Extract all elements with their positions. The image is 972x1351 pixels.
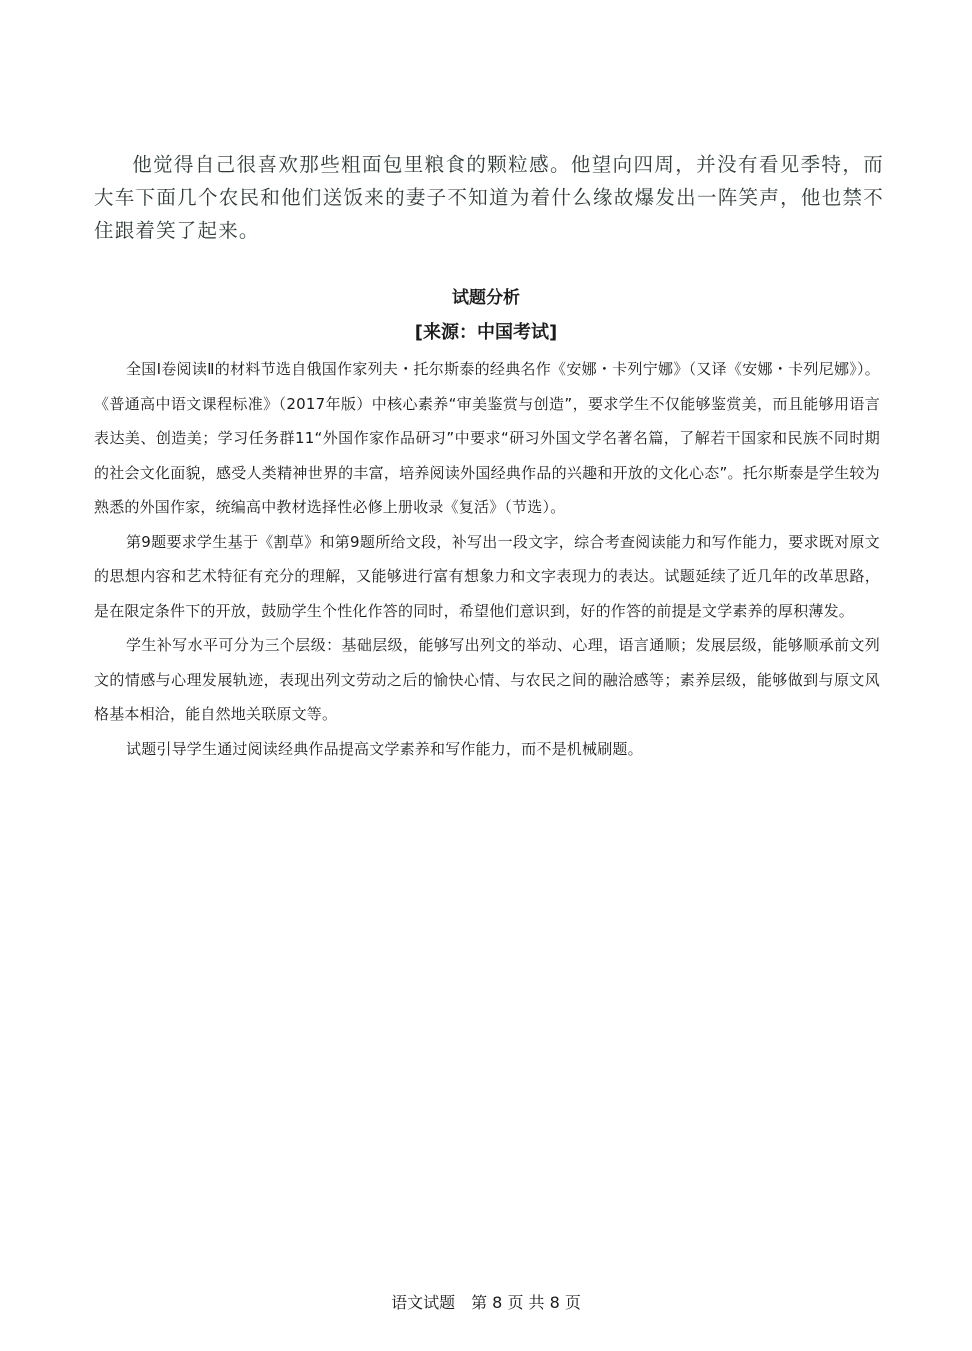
analysis-paragraph-2: 第9题要求学生基于《割草》和第9题所给文段，补写出一段文字，综合考查阅读能力和写作能力，要求既对原文的思想内容和艺术特征有充分的理解，又能够进行富有想象力和文字表现力的表达。试题延续了近几年的改革思路，是在限定条件下的开放，鼓励学生个性化作答的同时，希望他们意识到，好的作答的前提是文学素养的厚积薄发。 bbox=[94, 532, 880, 620]
intro-text: 他觉得自己很喜欢那些粗面包里粮食的颗粒感。他望向四周，并没有看见季特，而大车下面几个农民和他们送饭来的妻子不知道为着什么缘故爆发出一阵笑声，他也禁不住跟着笑了起来。 bbox=[94, 153, 884, 242]
analysis-paragraph-4: 试题引导学生通过阅读经典作品提高文学素养和写作能力，而不是机械刷题。 bbox=[126, 739, 643, 758]
section-title: 试题分析 bbox=[452, 288, 520, 308]
analysis-paragraph-3: 学生补写水平可分为三个层级：基础层级，能够写出列文的举动、心理，语言通顺；发展层级，能够顺承前文列文的情感与心理发展轨迹，表现出列文劳动之后的愉快心情、与农民之间的融洽感等；素养层级，能够做到与原文风格基本相洽，能自然地关联原文等。 bbox=[94, 636, 880, 723]
section-source: [来源：中国考试] bbox=[414, 322, 558, 343]
analysis-body bbox=[94, 352, 880, 766]
page-footer: 语文试题 第 8 页 共 8 页 bbox=[391, 1293, 581, 1312]
intro-paragraph bbox=[94, 148, 884, 247]
analysis-paragraph-1: 全国Ⅰ卷阅读Ⅱ的材料节选自俄国作家列夫・托尔斯泰的经典名作《安娜・卡列宁娜》（又译《安娜・卡列尼娜》）。《普通高中语文课程标准》（2017年版）中核心素养“审美鉴赏与创造”，要求学生不仅能够鉴赏美，而且能够用语言表达美、创造美；学习任务群11“外国作家作品研习”中要求“研习外国文学名著名篇，了解若干国家和民族不同时期的社会文化面貌，感受人类精神世界的丰富，培养阅读外国经典作品的兴趣和开放的文化心态”。托尔斯泰是学生较为熟悉的外国作家，统编高中教材选择性必修上册收录《复活》（节选）。 bbox=[94, 360, 880, 516]
